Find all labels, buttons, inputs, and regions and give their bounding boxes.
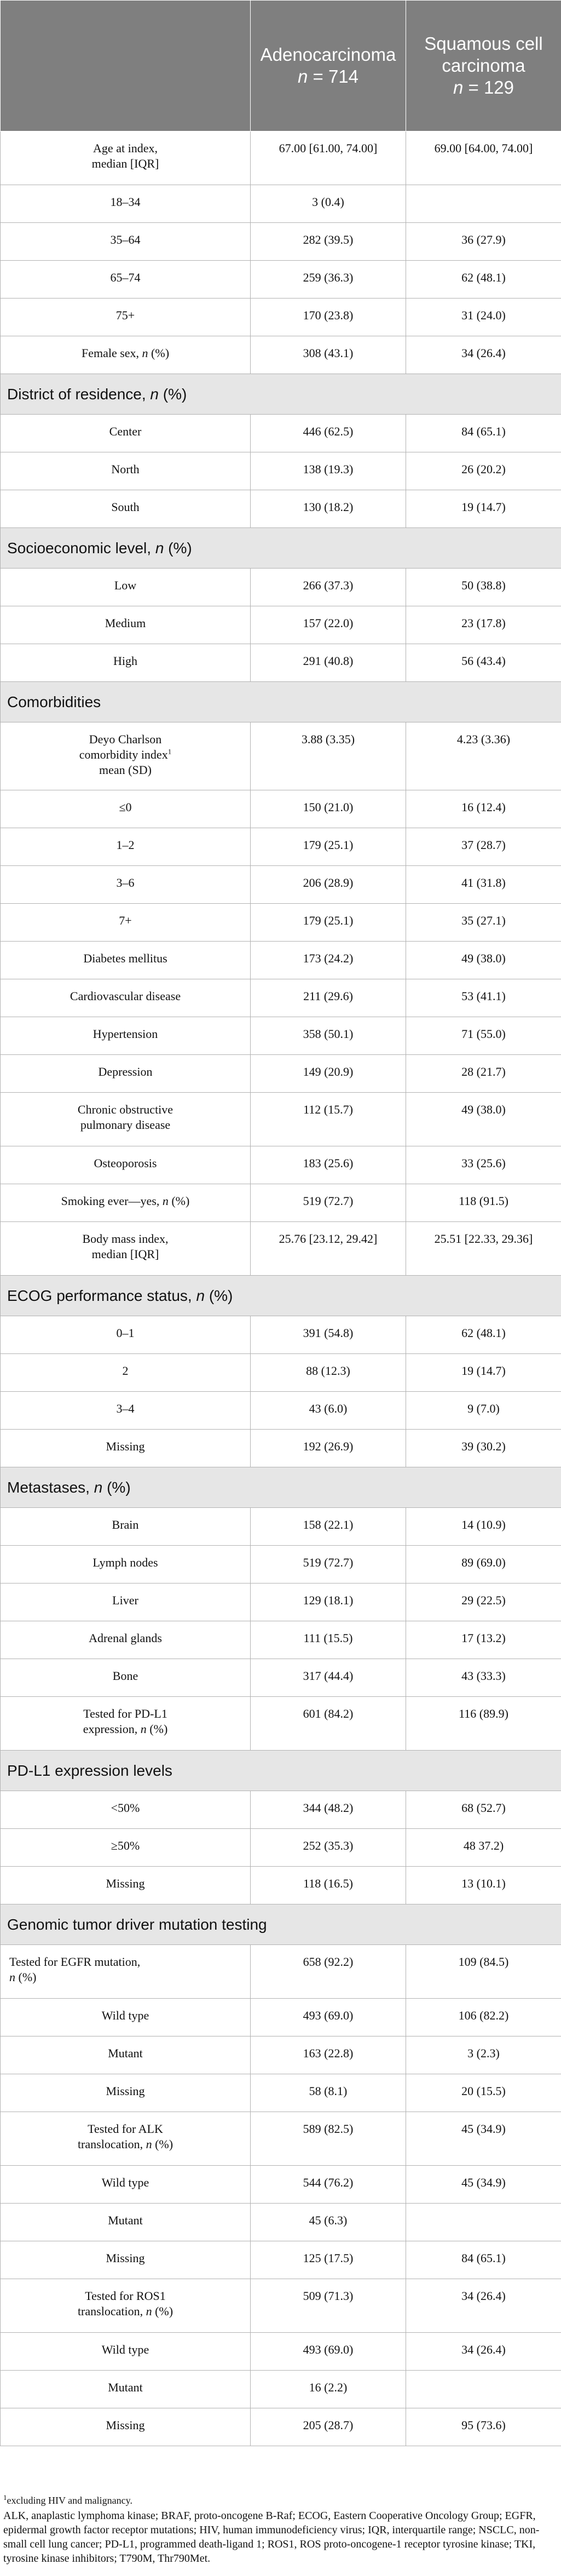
row-label: Bone	[1, 1659, 251, 1697]
squam-value: 17 (13.2)	[406, 1621, 561, 1659]
adeno-value: 130 (18.2)	[251, 490, 406, 528]
adeno-value: 183 (25.6)	[251, 1146, 406, 1184]
row-label: Cardiovascular disease	[1, 979, 251, 1017]
row-label: Mutant	[1, 2036, 251, 2074]
row-label: Depression	[1, 1055, 251, 1093]
squam-value: 14 (10.9)	[406, 1508, 561, 1546]
squam-value: 28 (21.7)	[406, 1055, 561, 1093]
squam-value: 34 (26.4)	[406, 2279, 561, 2333]
header-adeno-n-value: = 714	[313, 66, 359, 87]
row-label: ≥50%	[1, 1829, 251, 1867]
abbreviations: ALK, anaplastic lymphoma kinase; BRAF, proto-oncogene B-Raf; ECOG, Eastern Cooperative Oncology Group; EGFR, epidermal growth factor receptor mutations; HIV, human immunodeficiency virus; IQR, interquartile range; NSCLC, non-small cell lung cancer; PD-L1, programmed death-ligand 1; ROS1, ROS proto-oncogene-1 receptor tyrosine kinase; TKI, tyrosine kinase inhibitors; T790M, Thr790Met.	[3, 2510, 540, 2564]
section-header	[1, 682, 561, 722]
section-header	[1, 374, 561, 415]
ros-pct: (%)	[155, 2304, 173, 2318]
row-label: Hypertension	[1, 1017, 251, 1055]
alk-n: n	[146, 2137, 152, 2151]
adeno-value: 391 (54.8)	[251, 1316, 406, 1354]
table-row	[1, 1093, 561, 1146]
egfr-n: n	[9, 1970, 15, 1984]
squam-value: 118 (91.5)	[406, 1184, 561, 1222]
table-row	[1, 452, 561, 490]
squam-value: 106 (82.2)	[406, 1999, 561, 2036]
squam-value: 20 (15.5)	[406, 2074, 561, 2112]
row-label: Wild type	[1, 1999, 251, 2036]
row-label	[1, 1697, 251, 1751]
ros-n: n	[146, 2304, 152, 2318]
header-squamous	[406, 1, 561, 131]
adeno-value: 3.88 (3.35)	[251, 722, 406, 790]
adeno-value: 192 (26.9)	[251, 1430, 406, 1467]
adeno-value: 317 (44.4)	[251, 1659, 406, 1697]
table-row	[1, 1184, 561, 1222]
row-label	[1, 722, 251, 790]
pdl1-tested-2: expression,	[83, 1722, 138, 1736]
header-squam-n-value: = 129	[468, 77, 514, 97]
adeno-value: 16 (2.2)	[251, 2371, 406, 2408]
female-n: n	[142, 346, 148, 360]
row-label	[1, 336, 251, 374]
adeno-value: 158 (22.1)	[251, 1508, 406, 1546]
section-pdl1: PD-L1 expression levels	[1, 1751, 561, 1791]
adeno-value: 344 (48.2)	[251, 1791, 406, 1829]
row-label: 0–1	[1, 1316, 251, 1354]
district-title: District of residence,	[7, 386, 146, 403]
squam-value: 3 (2.3)	[406, 2036, 561, 2074]
egfr-label: Tested for EGFR mutation,	[9, 1955, 141, 1969]
section-header	[1, 1467, 561, 1508]
row-label: 2	[1, 1354, 251, 1392]
adeno-value: 173 (24.2)	[251, 942, 406, 979]
squam-value: 84 (65.1)	[406, 415, 561, 452]
adeno-value: 149 (20.9)	[251, 1055, 406, 1093]
squam-value: 45 (34.9)	[406, 2112, 561, 2166]
adeno-value: 544 (76.2)	[251, 2166, 406, 2204]
squam-value: 16 (12.4)	[406, 790, 561, 828]
smoke-label: Smoking ever—yes,	[61, 1194, 160, 1208]
row-label: 3–6	[1, 866, 251, 904]
table-row	[1, 2204, 561, 2241]
squam-value: 116 (89.9)	[406, 1697, 561, 1751]
squam-value	[406, 2204, 561, 2241]
squam-value: 56 (43.4)	[406, 644, 561, 682]
footnote-1	[3, 2493, 556, 2508]
adeno-value: 25.76 [23.12, 29.42]	[251, 1222, 406, 1276]
section-ecog	[1, 1276, 561, 1316]
table-row	[1, 1697, 561, 1751]
table-row	[1, 1867, 561, 1904]
squam-value	[406, 2371, 561, 2408]
adeno-value: 519 (72.7)	[251, 1184, 406, 1222]
deyo-3: mean (SD)	[99, 763, 152, 777]
table-row	[1, 722, 561, 790]
table-row	[1, 1621, 561, 1659]
squam-value: 29 (22.5)	[406, 1584, 561, 1621]
adeno-value: 58 (8.1)	[251, 2074, 406, 2112]
squam-value: 19 (14.7)	[406, 1354, 561, 1392]
table-row	[1, 904, 561, 942]
pdl1-tested-pct: (%)	[149, 1722, 168, 1736]
adeno-value: 170 (23.8)	[251, 299, 406, 336]
row-label: Low	[1, 569, 251, 606]
age-label-1: Age at index,	[93, 141, 158, 155]
squam-value: 49 (38.0)	[406, 942, 561, 979]
row-label: Missing	[1, 2408, 251, 2446]
adeno-value: 88 (12.3)	[251, 1354, 406, 1392]
table-row	[1, 1055, 561, 1093]
squam-value: 62 (48.1)	[406, 1316, 561, 1354]
table-row	[1, 1222, 561, 1276]
deyo-2: comorbidity index	[79, 748, 168, 761]
female-pct: (%)	[151, 346, 170, 360]
row-label: Missing	[1, 1430, 251, 1467]
table-row	[1, 1316, 561, 1354]
table-row	[1, 942, 561, 979]
adeno-value: 112 (15.7)	[251, 1093, 406, 1146]
header-squam-n-label: n	[453, 77, 464, 97]
ecog-n: n	[196, 1287, 205, 1304]
adeno-value: 308 (43.1)	[251, 336, 406, 374]
adeno-value: 589 (82.5)	[251, 2112, 406, 2166]
section-header	[1, 1751, 561, 1791]
table-row	[1, 2036, 561, 2074]
pdl1-tested-1: Tested for PD-L1	[83, 1707, 167, 1720]
adeno-value: 206 (28.9)	[251, 866, 406, 904]
header-blank	[1, 1, 251, 131]
copd-1: Chronic obstructive	[77, 1103, 173, 1116]
table-row	[1, 1999, 561, 2036]
squam-value: 95 (73.6)	[406, 2408, 561, 2446]
squam-value: 69.00 [64.00, 74.00]	[406, 131, 561, 185]
row-label	[1, 1945, 251, 1999]
row-label: 65–74	[1, 261, 251, 299]
row-label: Diabetes mellitus	[1, 942, 251, 979]
district-pct: (%)	[163, 386, 187, 403]
table-row	[1, 1659, 561, 1697]
adeno-value: 179 (25.1)	[251, 904, 406, 942]
squam-value: 36 (27.9)	[406, 223, 561, 261]
table-row	[1, 644, 561, 682]
table-row	[1, 569, 561, 606]
table-row	[1, 1546, 561, 1584]
adeno-value: 45 (6.3)	[251, 2204, 406, 2241]
smoke-n: n	[162, 1194, 169, 1208]
ecog-pct: (%)	[209, 1287, 233, 1304]
row-label	[1, 2112, 251, 2166]
table-row	[1, 223, 561, 261]
footnote-1-text: excluding HIV and malignancy.	[7, 2495, 132, 2506]
alk-label-2: translocation,	[77, 2137, 143, 2151]
row-label	[1, 1093, 251, 1146]
table-row	[1, 2279, 561, 2333]
bmi-2: median [IQR]	[91, 1247, 159, 1261]
adeno-value: 150 (21.0)	[251, 790, 406, 828]
ses-n: n	[155, 540, 164, 556]
table-row	[1, 1392, 561, 1430]
ros-label-1: Tested for ROS1	[85, 2289, 166, 2303]
table-row	[1, 790, 561, 828]
row-label	[1, 1222, 251, 1276]
row-label: South	[1, 490, 251, 528]
deyo-sup: 1	[167, 747, 172, 756]
section-genomic: Genomic tumor driver mutation testing	[1, 1904, 561, 1945]
adeno-value: 509 (71.3)	[251, 2279, 406, 2333]
adeno-value: 111 (15.5)	[251, 1621, 406, 1659]
squam-value: 19 (14.7)	[406, 490, 561, 528]
section-header	[1, 1276, 561, 1316]
row-label: <50%	[1, 1791, 251, 1829]
alk-label-1: Tested for ALK	[88, 2122, 163, 2136]
squam-value: 31 (24.0)	[406, 299, 561, 336]
meta-n: n	[94, 1479, 103, 1496]
table-row	[1, 415, 561, 452]
table-row	[1, 490, 561, 528]
table-row	[1, 2112, 561, 2166]
header-squam-title-1: Squamous cell	[424, 33, 543, 54]
squam-value: 109 (84.5)	[406, 1945, 561, 1999]
row-label	[1, 131, 251, 185]
table-row	[1, 1354, 561, 1392]
section-district	[1, 374, 561, 415]
table-row	[1, 299, 561, 336]
row-label: 1–2	[1, 828, 251, 866]
row-label: Missing	[1, 2074, 251, 2112]
table-header	[1, 1, 561, 131]
squam-value: 62 (48.1)	[406, 261, 561, 299]
adeno-value: 446 (62.5)	[251, 415, 406, 452]
adeno-value: 252 (35.3)	[251, 1829, 406, 1867]
adeno-value: 601 (84.2)	[251, 1697, 406, 1751]
ecog-title: ECOG performance status,	[7, 1287, 192, 1304]
squam-value: 26 (20.2)	[406, 452, 561, 490]
meta-pct: (%)	[107, 1479, 131, 1496]
row-label: Center	[1, 415, 251, 452]
section-header	[1, 528, 561, 569]
table-row	[1, 1146, 561, 1184]
table-row	[1, 1829, 561, 1867]
row-label: 18–34	[1, 185, 251, 223]
row-label: Mutant	[1, 2371, 251, 2408]
table-row	[1, 1584, 561, 1621]
adeno-value: 291 (40.8)	[251, 644, 406, 682]
footnote-1-sup: 1	[3, 2493, 7, 2502]
adeno-value: 493 (69.0)	[251, 2333, 406, 2371]
squam-value: 49 (38.0)	[406, 1093, 561, 1146]
adeno-value: 179 (25.1)	[251, 828, 406, 866]
squam-value: 41 (31.8)	[406, 866, 561, 904]
squam-value: 35 (27.1)	[406, 904, 561, 942]
row-label: Liver	[1, 1584, 251, 1621]
squam-value: 53 (41.1)	[406, 979, 561, 1017]
squam-value: 50 (38.8)	[406, 569, 561, 606]
bmi-1: Body mass index,	[82, 1232, 169, 1246]
female-label: Female sex,	[81, 346, 140, 360]
squam-value: 34 (26.4)	[406, 336, 561, 374]
adeno-value: 67.00 [61.00, 74.00]	[251, 131, 406, 185]
adeno-value: 118 (16.5)	[251, 1867, 406, 1904]
row-label: Osteoporosis	[1, 1146, 251, 1184]
adeno-value: 358 (50.1)	[251, 1017, 406, 1055]
adeno-value: 211 (29.6)	[251, 979, 406, 1017]
adeno-value: 493 (69.0)	[251, 1999, 406, 2036]
table-row	[1, 2166, 561, 2204]
squam-value: 9 (7.0)	[406, 1392, 561, 1430]
row-label	[1, 1184, 251, 1222]
squam-value: 84 (65.1)	[406, 2241, 561, 2279]
table-row	[1, 1945, 561, 1999]
adeno-value: 163 (22.8)	[251, 2036, 406, 2074]
row-label: Wild type	[1, 2166, 251, 2204]
squam-value: 39 (30.2)	[406, 1430, 561, 1467]
squam-value: 33 (25.6)	[406, 1146, 561, 1184]
row-label: ≤0	[1, 790, 251, 828]
table-row	[1, 979, 561, 1017]
table-row	[1, 1508, 561, 1546]
squam-value: 71 (55.0)	[406, 1017, 561, 1055]
adeno-value: 3 (0.4)	[251, 185, 406, 223]
squam-value: 34 (26.4)	[406, 2333, 561, 2371]
adeno-value: 519 (72.7)	[251, 1546, 406, 1584]
pdl1-tested-n: n	[140, 1722, 147, 1736]
squam-value: 4.23 (3.36)	[406, 722, 561, 790]
table-row	[1, 2408, 561, 2446]
squam-value: 89 (69.0)	[406, 1546, 561, 1584]
ses-title: Socioeconomic level,	[7, 540, 152, 556]
table-row	[1, 1017, 561, 1055]
row-label: 7+	[1, 904, 251, 942]
deyo-1: Deyo Charlson	[89, 732, 162, 746]
header-adeno-n-label: n	[297, 66, 308, 87]
squam-value: 37 (28.7)	[406, 828, 561, 866]
table-row	[1, 2333, 561, 2371]
adeno-value: 43 (6.0)	[251, 1392, 406, 1430]
squam-value: 68 (52.7)	[406, 1791, 561, 1829]
smoke-pct: (%)	[171, 1194, 190, 1208]
adeno-value: 125 (17.5)	[251, 2241, 406, 2279]
table-row	[1, 336, 561, 374]
header-squam-title-2: carcinoma	[442, 55, 525, 76]
table-row	[1, 2074, 561, 2112]
table-row	[1, 828, 561, 866]
ros-label-2: translocation,	[77, 2304, 143, 2318]
adeno-value: 205 (28.7)	[251, 2408, 406, 2446]
squam-value	[406, 185, 561, 223]
table-row	[1, 261, 561, 299]
ses-pct: (%)	[168, 540, 192, 556]
table-row	[1, 2371, 561, 2408]
row-label: High	[1, 644, 251, 682]
section-ses	[1, 528, 561, 569]
row-label	[1, 2279, 251, 2333]
copd-2: pulmonary disease	[80, 1118, 171, 1132]
adeno-value: 282 (39.5)	[251, 223, 406, 261]
table-row	[1, 185, 561, 223]
egfr-pct: (%)	[18, 1970, 37, 1984]
section-metastases	[1, 1467, 561, 1508]
squam-value: 48 37.2)	[406, 1829, 561, 1867]
row-label: Missing	[1, 2241, 251, 2279]
row-label: Medium	[1, 606, 251, 644]
squam-value: 45 (34.9)	[406, 2166, 561, 2204]
squam-value: 23 (17.8)	[406, 606, 561, 644]
alk-pct: (%)	[155, 2137, 173, 2151]
row-label: Missing	[1, 1867, 251, 1904]
district-n: n	[150, 386, 159, 403]
table-row	[1, 131, 561, 185]
adeno-value: 157 (22.0)	[251, 606, 406, 644]
adeno-value: 658 (92.2)	[251, 1945, 406, 1999]
row-label: Lymph nodes	[1, 1546, 251, 1584]
adeno-value: 259 (36.3)	[251, 261, 406, 299]
adeno-value: 138 (19.3)	[251, 452, 406, 490]
table-row	[1, 1430, 561, 1467]
header-adeno-title: Adenocarcinoma	[260, 44, 396, 65]
row-label: 75+	[1, 299, 251, 336]
header-adenocarcinoma	[251, 1, 406, 131]
row-label: Adrenal glands	[1, 1621, 251, 1659]
footnotes	[3, 2493, 556, 2566]
table-row	[1, 606, 561, 644]
section-comorbidities: Comorbidities	[1, 682, 561, 722]
squam-value: 13 (10.1)	[406, 1867, 561, 1904]
age-label-2: median [IQR]	[91, 157, 159, 170]
row-label: North	[1, 452, 251, 490]
adeno-value: 129 (18.1)	[251, 1584, 406, 1621]
adeno-value: 266 (37.3)	[251, 569, 406, 606]
row-label: 35–64	[1, 223, 251, 261]
squam-value: 25.51 [22.33, 29.36]	[406, 1222, 561, 1276]
section-header	[1, 1904, 561, 1945]
table-row	[1, 2241, 561, 2279]
table-row	[1, 1791, 561, 1829]
row-label: 3–4	[1, 1392, 251, 1430]
row-label: Mutant	[1, 2204, 251, 2241]
row-label: Wild type	[1, 2333, 251, 2371]
table-row	[1, 866, 561, 904]
squam-value: 43 (33.3)	[406, 1659, 561, 1697]
meta-title: Metastases,	[7, 1479, 90, 1496]
row-label: Brain	[1, 1508, 251, 1546]
